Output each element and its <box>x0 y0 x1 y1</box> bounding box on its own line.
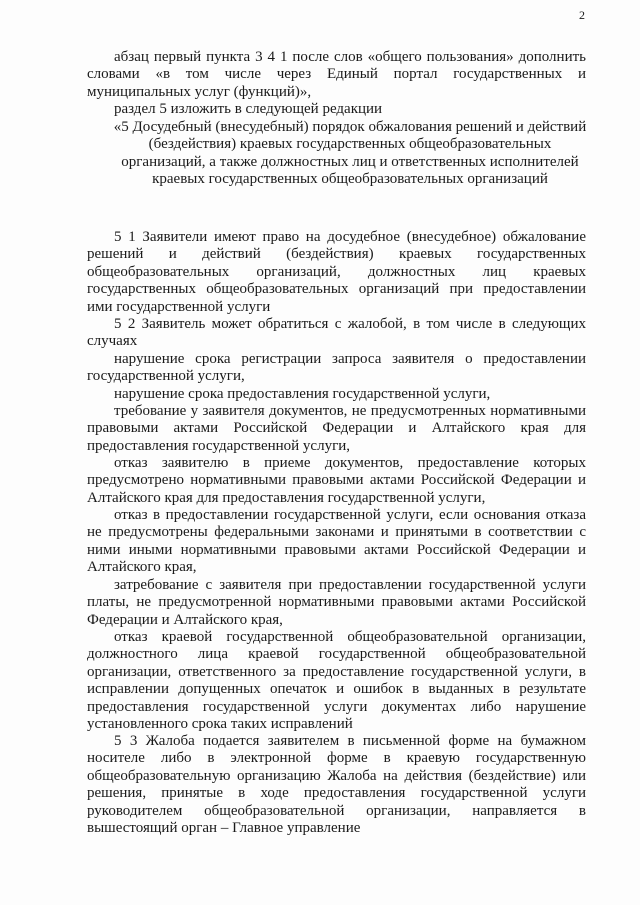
case-service-refusal: отказ в предоставлении государственной услуги, если основания отказа не предусмотрены федеральными законами и принятыми в соответствии с ними иными нормативными правовыми актами Российской Федерации и Алтайского края, <box>87 507 586 576</box>
case-service-delay: нарушение срока предоставления государственной услуги, <box>114 386 491 402</box>
case-registration-delay: нарушение срока регистрации запроса заявителя о предоставлении государственной услуги, <box>87 351 586 385</box>
clause-5-2: 5 2 Заявитель может обратиться с жалобой, в том числе в следующих случаях <box>87 316 586 350</box>
clause-5-3: 5 3 Жалоба подается заявителем в письменной форме на бумажном носителе либо в электронной форме в краевую государственную общеобразовательную организацию Жалоба на действия (бездействие) или решения, принятые в ходе предоставления государственной услуги руководителем общеобразовательной организации, направляется в вышестоящий орган – Главное управление <box>87 733 586 837</box>
clause-5-1: 5 1 Заявители имеют право на досудебное (внесудебное) обжалование решений и действий (бездействия) краевых государственных общеобразовательных организаций, должностных лиц краевых государственных общеобразовательных организаций при предоставлении ими государственной услуги <box>87 229 586 315</box>
case-document-refusal: отказ заявителю в приеме документов, предоставление которых предусмотрено нормативными правовыми актами Российской Федерации и Алтайского края для предоставления государственной услуги, <box>87 455 586 506</box>
case-illegal-fee: затребование с заявителя при предоставлении государственной услуги платы, не предусмотренной нормативными правовыми актами Российской Федерации и Алтайского края, <box>87 577 586 628</box>
paragraph-amendment-3-4-1: абзац первый пункта 3 4 1 после слов «общего пользования» дополнить словами «в том числе через Единый портал государственных и муниципальных услуг (функций)», <box>87 49 586 100</box>
section-5-heading: «5 Досудебный (внесудебный) порядок обжалования решений и действий (бездействия) краевых государственных общеобразовательных организаций, а также должностных лиц и ответственных исполнителей краевых государственных общеобразовательных организаций <box>113 119 587 188</box>
paragraph-section-5-intro: раздел 5 изложить в следующей редакции <box>114 101 383 117</box>
case-extra-documents: требование у заявителя документов, не предусмотренных нормативными правовыми актами Российской Федерации и Алтайского края для предоставления государственной услуги, <box>87 403 586 454</box>
page-number: 2 <box>579 8 585 22</box>
case-correction-refusal: отказ краевой государственной общеобразовательной организации, должностного лица краевой государственной общеобразовательной организации, ответственного за предоставление государственной услуги, в исправлении допущенных опечаток и ошибок в выданных в результате предоставления государственной услуги документах либо нарушение установленного срока таких исправлений <box>87 629 586 733</box>
